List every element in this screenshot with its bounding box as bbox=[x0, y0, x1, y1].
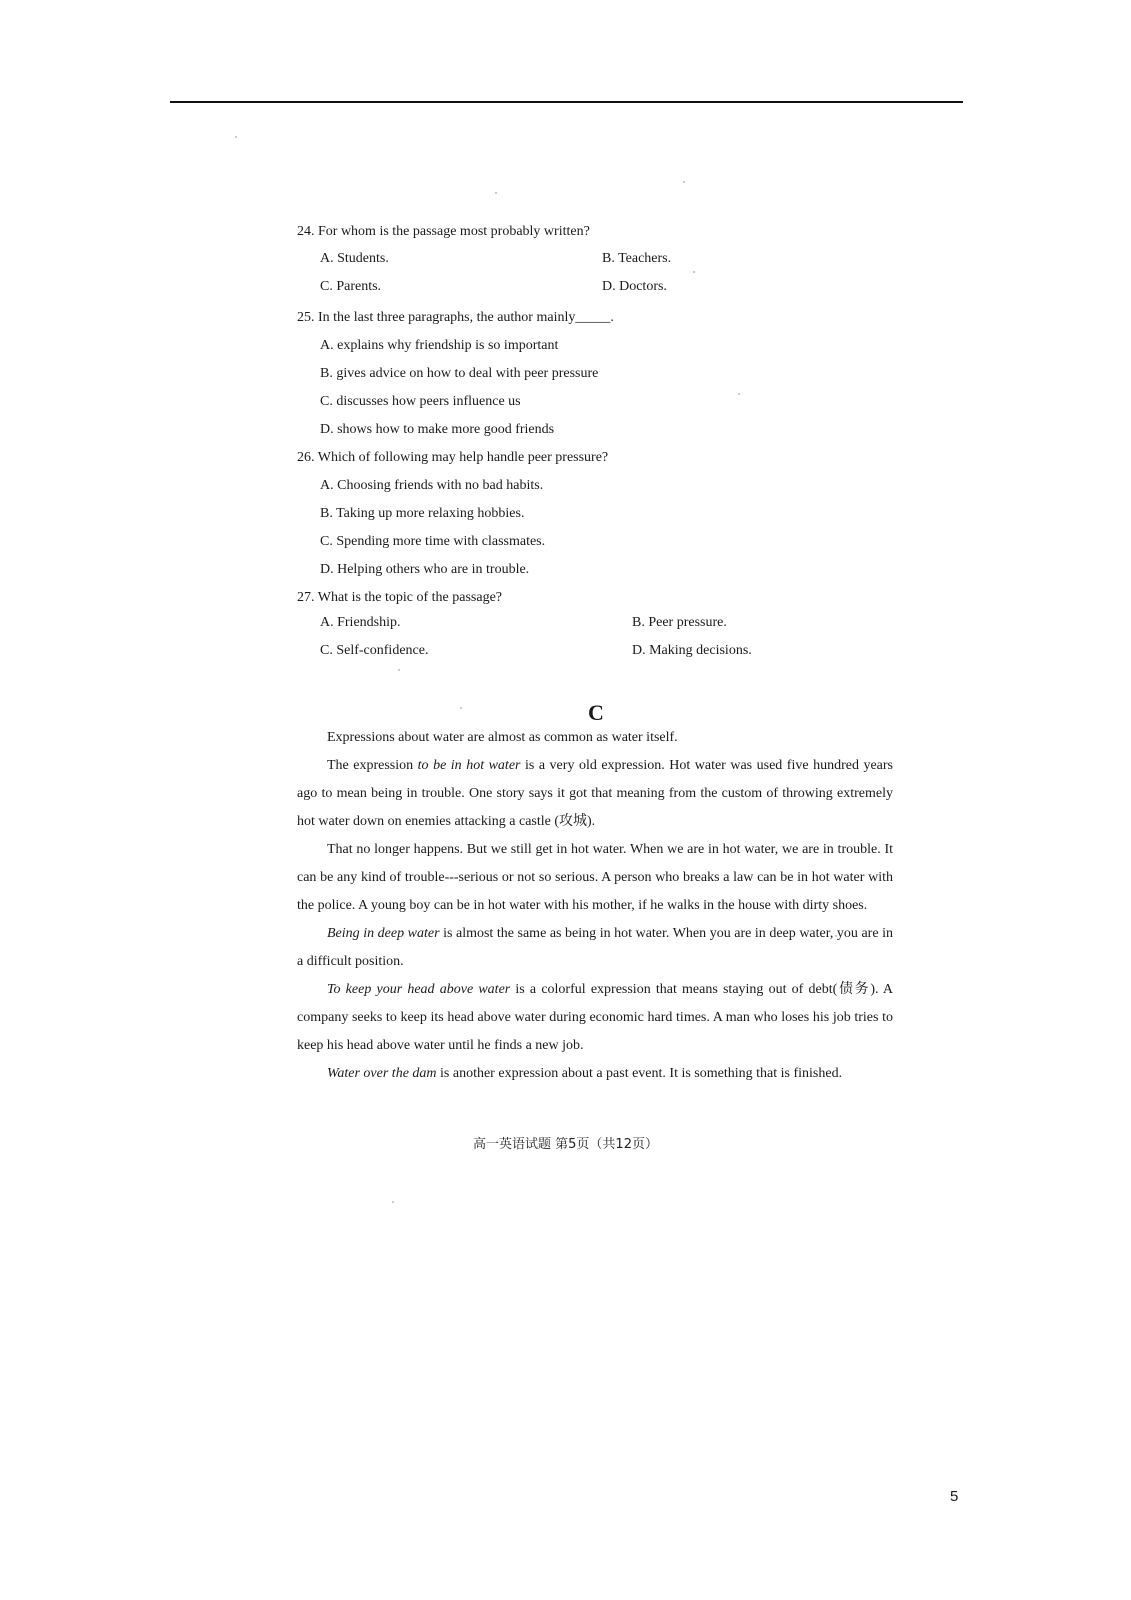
question-27-option-d: D. Making decisions. bbox=[632, 643, 752, 658]
expression-hot-water: to be in hot water bbox=[417, 758, 521, 773]
question-24-option-b: B. Teachers. bbox=[602, 251, 672, 266]
scan-speck bbox=[460, 707, 462, 709]
scan-speck bbox=[235, 136, 237, 138]
paragraph-2-text: is a very old expression. Hot water was used five hundred years ago to mean being in trouble. One story says it got that meaning from the custom of throwing extremely hot water down on enemies attacking a castle (攻城). bbox=[297, 758, 893, 829]
scan-speck bbox=[693, 271, 695, 273]
question-26-option-c: C. Spending more time with classmates. bbox=[320, 534, 546, 549]
scan-speck bbox=[495, 192, 497, 194]
paragraph-5 bbox=[297, 976, 893, 1060]
question-26-option-a: A. Choosing friends with no bad habits. bbox=[320, 478, 544, 493]
scan-speck bbox=[392, 1201, 394, 1203]
page-number: 5 bbox=[950, 1488, 959, 1505]
scan-speck bbox=[398, 669, 400, 671]
paragraph-2 bbox=[297, 752, 893, 836]
question-24-option-d: D. Doctors. bbox=[602, 279, 667, 294]
question-24-stem: 24. For whom is the passage most probably written? bbox=[297, 224, 590, 239]
question-25-option-b: B. gives advice on how to deal with peer pressure bbox=[320, 366, 599, 381]
paragraph-1: Expressions about water are almost as common as water itself. bbox=[327, 730, 678, 745]
question-27-option-c: C. Self-confidence. bbox=[320, 643, 429, 658]
paragraph-4 bbox=[297, 920, 893, 976]
question-27-option-a: A. Friendship. bbox=[320, 615, 401, 630]
question-24-option-c: C. Parents. bbox=[320, 279, 382, 294]
top-rule bbox=[170, 101, 963, 103]
paragraph-2-lead: The expression bbox=[327, 758, 418, 773]
question-26-option-d: D. Helping others who are in trouble. bbox=[320, 562, 530, 577]
question-25-stem: 25. In the last three paragraphs, the author mainly_____. bbox=[297, 310, 614, 325]
page-footer: 高一英语试题 第5页（共12页） bbox=[473, 1137, 658, 1152]
question-25-option-a: A. explains why friendship is so important bbox=[320, 338, 559, 353]
question-27-option-b: B. Peer pressure. bbox=[632, 615, 727, 630]
paragraph-6-text: is another expression about a past event. It is something that is finished. bbox=[436, 1066, 843, 1081]
paragraph-5-text: is a colorful expression that means staying out of debt(债务). A company seeks to keep its head above water during economic hard times. A man who loses his job tries to keep his head above water until he finds a new job. bbox=[297, 982, 893, 1053]
paragraph-6 bbox=[297, 1060, 893, 1088]
expression-head-above-water: To keep your head above water bbox=[327, 982, 511, 997]
scan-speck bbox=[683, 181, 685, 183]
section-heading: C bbox=[588, 700, 604, 725]
question-26-option-b: B. Taking up more relaxing hobbies. bbox=[320, 506, 525, 521]
question-27-stem: 27. What is the topic of the passage? bbox=[297, 590, 503, 605]
paragraph-3: That no longer happens. But we still get in hot water. When we are in hot water, we are in trouble. It can be any kind of trouble---serious or not so serious. A person who breaks a law can be in hot water with the police. A young boy can be in hot water with his mother, if he walks in the house with dirty shoes. bbox=[297, 842, 893, 913]
paragraph-4-text: is almost the same as being in hot water. When you are in deep water, you are in a difficult position. bbox=[297, 926, 893, 969]
expression-deep-water: Being in deep water bbox=[327, 926, 440, 941]
question-25-option-c: C. discusses how peers influence us bbox=[320, 394, 521, 409]
passage-body bbox=[297, 724, 893, 1088]
question-24-option-a: A. Students. bbox=[320, 251, 389, 266]
question-26-stem: 26. Which of following may help handle peer pressure? bbox=[297, 450, 609, 465]
scan-speck bbox=[738, 393, 740, 395]
expression-water-over-dam: Water over the dam bbox=[327, 1066, 437, 1081]
question-25-option-d: D. shows how to make more good friends bbox=[320, 422, 555, 437]
